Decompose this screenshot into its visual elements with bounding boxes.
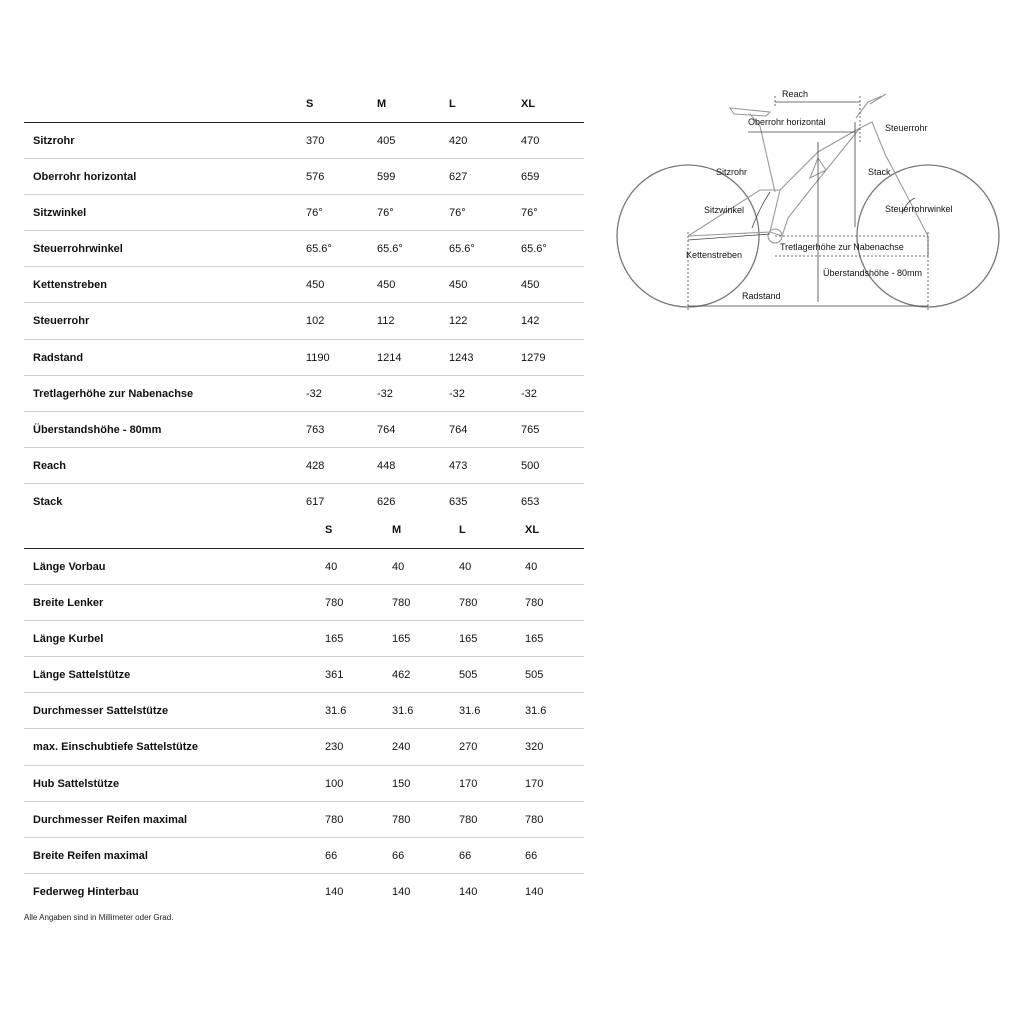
cell: 653 [521, 495, 540, 508]
components-table [24, 514, 584, 909]
cell: 31.6 [459, 705, 481, 718]
cell: 140 [459, 885, 478, 898]
table-row [24, 802, 584, 838]
cell: 31.6 [525, 705, 547, 718]
cell: 780 [525, 813, 544, 826]
cell: 65.6° [306, 243, 332, 256]
label-steuerrohr: Steuerrohr [885, 123, 928, 133]
cell: 65.6° [449, 243, 475, 256]
cell: 1190 [306, 351, 330, 364]
table-row [24, 412, 584, 448]
col-header: M [377, 98, 387, 110]
cell: 428 [306, 459, 325, 472]
cell: 470 [521, 135, 540, 147]
cell: 170 [525, 777, 544, 790]
row-label: Steuerrohr [33, 315, 90, 328]
cell: 764 [377, 423, 396, 436]
cell: 40 [392, 561, 405, 573]
cell: 763 [306, 423, 325, 436]
row-label: Sitzrohr [33, 135, 75, 147]
cell: -32 [306, 387, 322, 400]
row-label: max. Einschubtiefe Sattelstütze [33, 741, 199, 754]
cell: 780 [392, 813, 411, 826]
front-fork [860, 122, 928, 236]
cell: 66 [392, 849, 405, 862]
label-sitzwinkel: Sitzwinkel [704, 205, 745, 215]
label-steuerrohrwinkel: Steuerrohrwinkel [885, 204, 953, 214]
label-kettenstreben: Kettenstreben [686, 250, 743, 260]
cell: 450 [306, 279, 325, 292]
cell: 122 [449, 315, 468, 328]
table-row [24, 376, 584, 412]
row-label: Länge Sattelstütze [33, 669, 131, 682]
cell: 370 [306, 135, 325, 147]
row-label: Länge Kurbel [33, 633, 104, 646]
row-label: Länge Vorbau [33, 561, 106, 573]
label-stack: Stack [868, 167, 891, 177]
cell: 140 [325, 885, 344, 898]
col-header: L [459, 524, 466, 536]
table-row [24, 729, 584, 765]
cell: 617 [306, 495, 325, 508]
cell: 765 [521, 423, 540, 436]
cell: 170 [459, 777, 478, 790]
cell: 780 [525, 597, 544, 610]
label-radstand: Radstand [742, 291, 781, 301]
table-row [24, 693, 584, 729]
cell: 76° [377, 207, 394, 220]
footnote: Alle Angaben sind in Millimeter oder Grad. [24, 913, 174, 922]
label-ueberstand: Überstandshöhe - 80mm [823, 268, 923, 278]
cell: 500 [521, 459, 540, 472]
table-row [24, 231, 584, 267]
cell: 505 [459, 669, 478, 682]
cell: 659 [521, 171, 540, 184]
row-label: Sitzwinkel [33, 207, 87, 220]
cell: 635 [449, 495, 468, 508]
row-label: Oberrohr horizontal [33, 171, 137, 184]
cell: 40 [325, 561, 338, 573]
row-label: Kettenstreben [33, 279, 107, 292]
handlebar [856, 94, 886, 118]
cell: 462 [392, 669, 411, 682]
row-label: Durchmesser Reifen maximal [33, 813, 188, 826]
cell: 165 [325, 633, 344, 646]
table-row [24, 621, 584, 657]
cell: 65.6° [377, 243, 403, 256]
cell: 361 [325, 669, 344, 682]
label-oberrohr: Oberrohr horizontal [748, 117, 826, 127]
cell: 450 [449, 279, 468, 292]
cell: 66 [525, 849, 538, 862]
cell: 1279 [521, 351, 546, 364]
table-row [24, 303, 584, 339]
cell: 420 [449, 135, 468, 147]
table-row [24, 159, 584, 195]
cell: 112 [377, 315, 395, 328]
cell: 142 [521, 315, 540, 328]
row-label: Durchmesser Sattelstütze [33, 705, 169, 718]
cell: 626 [377, 495, 396, 508]
row-label: Breite Reifen maximal [33, 849, 148, 862]
cell: 31.6 [392, 705, 414, 718]
table-row [24, 340, 584, 376]
cell: 448 [377, 459, 396, 472]
table-row [24, 123, 584, 159]
table-row [24, 874, 584, 909]
table-row [24, 448, 584, 484]
cell: -32 [449, 387, 465, 400]
row-label: Federweg Hinterbau [33, 885, 139, 898]
row-label: Steuerrohrwinkel [33, 243, 123, 256]
table-row [24, 549, 584, 585]
table-row [24, 838, 584, 874]
row-label: Überstandshöhe - 80mm [33, 423, 162, 436]
cell: 165 [459, 633, 478, 646]
cell: 1243 [449, 351, 474, 364]
cell: 780 [459, 597, 478, 610]
cell: 76° [306, 207, 323, 220]
cell: 576 [306, 171, 325, 184]
cell: -32 [521, 387, 537, 400]
col-header: XL [525, 524, 540, 536]
cell: 102 [306, 315, 325, 328]
cell: 780 [459, 813, 478, 826]
cell: 100 [325, 777, 344, 790]
cell: 66 [325, 849, 338, 862]
table-row [24, 657, 584, 693]
col-header: L [449, 98, 456, 110]
col-header: M [392, 524, 402, 536]
row-label: Radstand [33, 351, 84, 364]
cell: 76° [449, 207, 466, 220]
cell: 780 [392, 597, 411, 610]
cell: 780 [325, 813, 344, 826]
table-row [24, 585, 584, 621]
cell: 40 [525, 561, 538, 573]
bike-geometry-diagram [610, 82, 1005, 317]
row-label: Stack [33, 495, 63, 508]
components-header-row [24, 514, 584, 549]
row-label: Hub Sattelstütze [33, 777, 120, 790]
cell: 31.6 [325, 705, 347, 718]
row-label: Reach [33, 459, 67, 472]
bike-frame [688, 126, 860, 236]
col-header: S [325, 524, 333, 536]
cell: 150 [392, 777, 411, 790]
cell: 405 [377, 135, 396, 147]
row-label: Tretlagerhöhe zur Nabenachse [33, 387, 194, 400]
cell: 76° [521, 207, 538, 220]
cell: 66 [459, 849, 472, 862]
cell: -32 [377, 387, 393, 400]
cell: 230 [325, 741, 344, 754]
table-row [24, 766, 584, 802]
cell: 780 [325, 597, 344, 610]
cell: 320 [525, 741, 544, 754]
cell: 1214 [377, 351, 402, 364]
cell: 270 [459, 741, 478, 754]
cell: 40 [459, 561, 472, 573]
cell: 140 [392, 885, 411, 898]
col-header: XL [521, 98, 536, 110]
cell: 473 [449, 459, 468, 472]
label-tretlager: Tretlagerhöhe zur Nabenachse [780, 242, 904, 252]
table-row [24, 195, 584, 231]
cell: 627 [449, 171, 468, 184]
cell: 240 [392, 741, 411, 754]
row-label: Breite Lenker [33, 597, 104, 610]
cell: 599 [377, 171, 396, 184]
cell: 140 [525, 885, 544, 898]
cell: 450 [521, 279, 540, 292]
label-reach: Reach [782, 89, 809, 99]
cell: 450 [377, 279, 396, 292]
label-sitzrohr: Sitzrohr [716, 167, 748, 177]
cell: 65.6° [521, 243, 547, 256]
geometry-table [24, 88, 584, 519]
cell: 505 [525, 669, 544, 682]
cell: 764 [449, 423, 468, 436]
cell: 165 [392, 633, 411, 646]
cell: 165 [525, 633, 544, 646]
col-header: S [306, 98, 314, 110]
table-row [24, 267, 584, 303]
geometry-header-row [24, 88, 584, 123]
